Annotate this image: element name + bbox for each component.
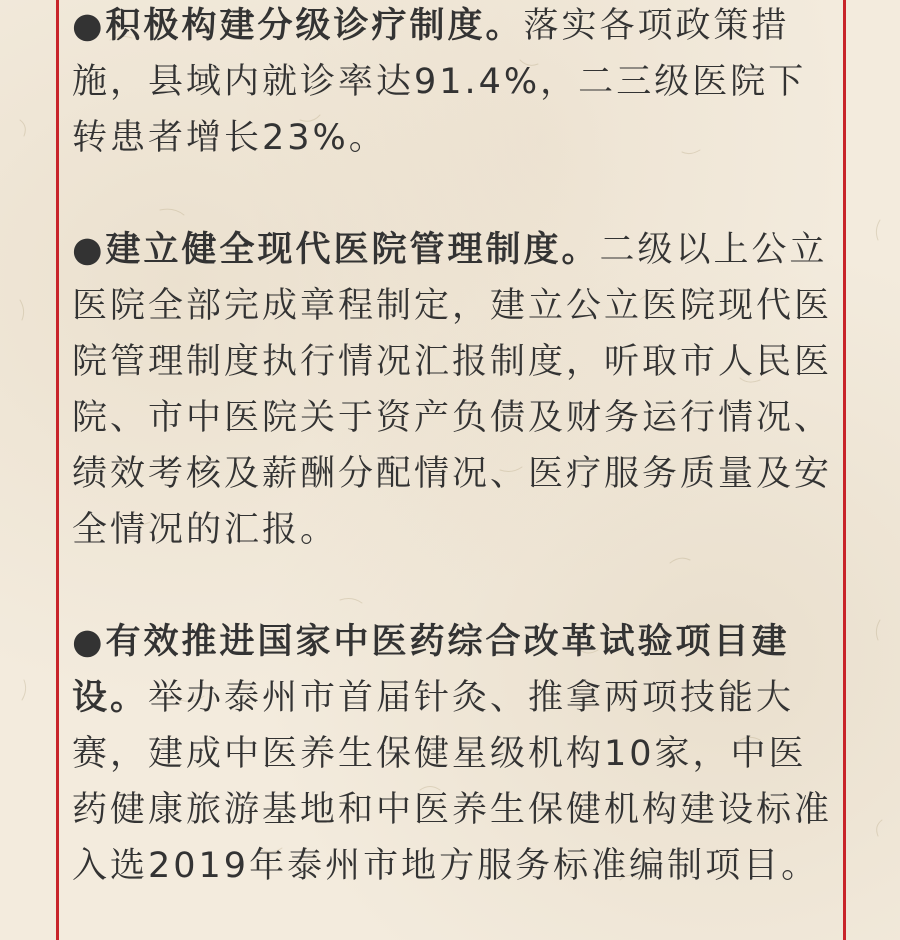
paragraph-graded-diagnosis — [72, 0, 832, 166]
paragraph-text: 举办泰州市首届针灸、推拿两项技能大赛，建成中医养生保健星级机构10家，中医药健康旅游基地和中医养生保健机构建设标准入选2019年泰州市地方服务标准编制项目。 — [72, 678, 833, 886]
paragraph-spacer — [72, 166, 832, 222]
paragraph-heading: ●有效推进国家中医药综合改革试验项目建设。 — [72, 622, 790, 718]
paragraph-text: 二级以上公立医院全部完成章程制定，建立公立医院现代医院管理制度执行情况汇报制度，听取市人民医院、市中医院关于资产负债及财务运行情况、绩效考核及薪酬分配情况、医疗服务质量及安全情况的汇报。 — [72, 230, 833, 550]
paragraph-hospital-management — [72, 222, 832, 558]
paragraph-tcm-reform — [72, 614, 832, 894]
paragraph-heading: ●积极构建分级诊疗制度。 — [72, 6, 524, 46]
paragraph-spacer — [72, 558, 832, 614]
paragraph-heading: ●建立健全现代医院管理制度。 — [72, 230, 600, 270]
frame-border-left — [56, 0, 59, 940]
paragraph-text: 落实各项政策措施，县域内就诊率达91.4%，二三级医院下转患者增长23%。 — [72, 6, 807, 158]
article-content — [72, 0, 832, 894]
frame-border-right — [843, 0, 846, 940]
